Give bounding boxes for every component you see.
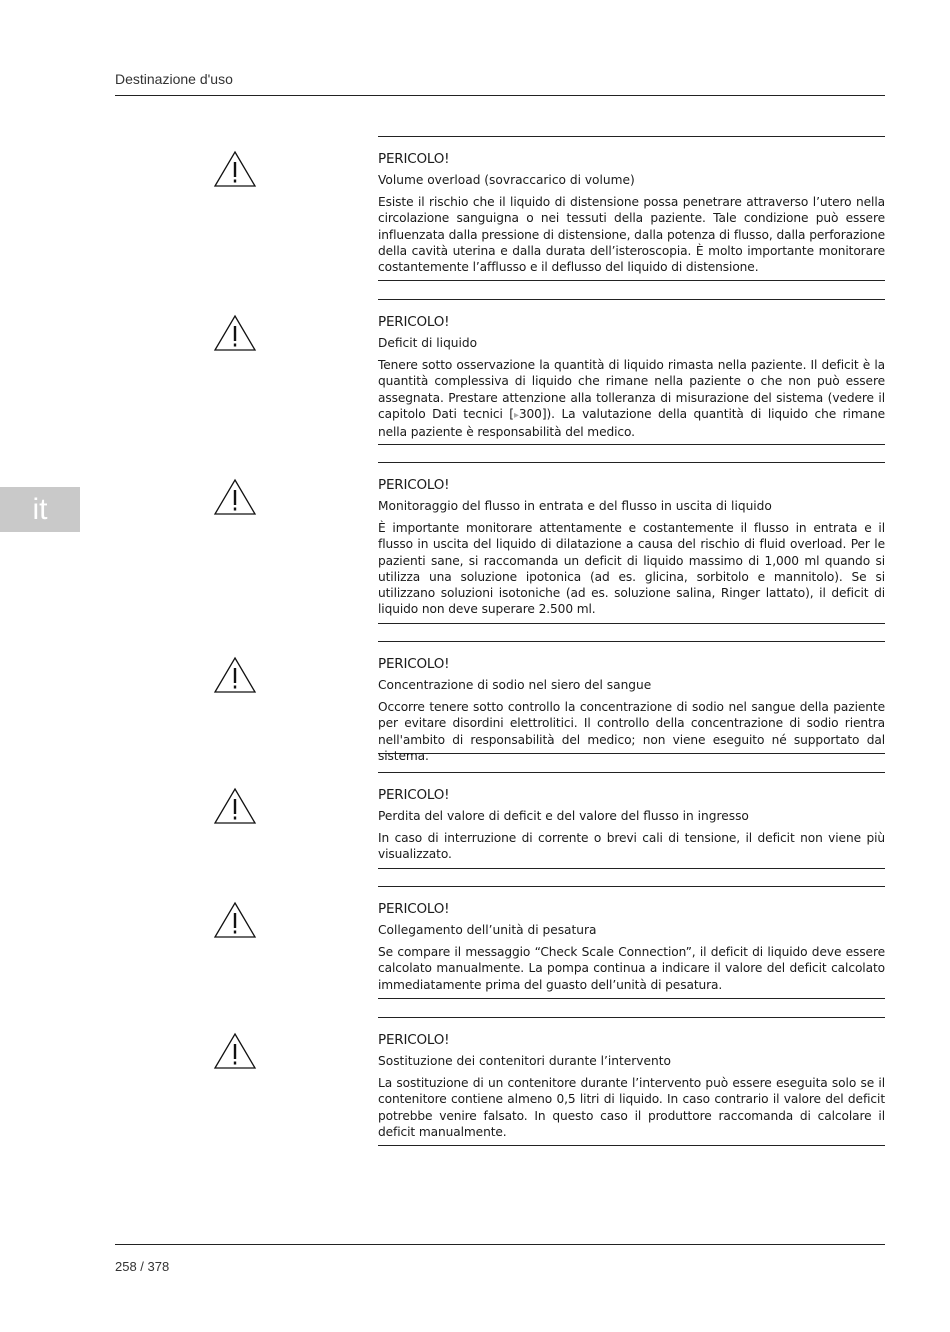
warning-triangle-icon: [213, 478, 257, 516]
warning-title: PERICOLO!: [378, 477, 450, 493]
language-tab: it: [0, 487, 80, 532]
warning-bottom-rule: [378, 623, 885, 624]
warning-body-text: Tenere sotto osservazione la quantità di liquido rimasta nella paziente. Il deficit è la quantità complessiva di liquido che rimane nella paziente o che non può essere assegnata. Prestare attenzione alla tolleranza di misurazione del sistema (vedere il capitolo Dati tecnici [: [378, 358, 885, 421]
warning-title: PERICOLO!: [378, 901, 450, 917]
warning-triangle-icon: [213, 150, 257, 188]
running-header: Destinazione d'uso: [115, 71, 233, 87]
warning-body: Occorre tenere sotto controllo la concentrazione di sodio nel sangue della paziente per evitare disordini elettrolitici. Il controllo della concentrazione di sodio rientra nell'ambito di responsabilità del medico; non viene eseguito né supportato dal sistema.: [378, 700, 885, 763]
warning-body: In caso di interruzione di corrente o brevi cali di tensione, il deficit non viene più visualizzato.: [378, 831, 885, 862]
warning-top-rule: [378, 641, 885, 642]
warning-subtitle: Collegamento dell’unità di pesatura: [378, 923, 597, 937]
warning-title: PERICOLO!: [378, 151, 450, 167]
warning-bottom-rule: [378, 280, 885, 281]
warning-bottom-rule: [378, 1145, 885, 1146]
warning-block: [378, 772, 885, 869]
warning-subtitle: Concentrazione di sodio nel siero del sangue: [378, 678, 652, 692]
footer-divider: [115, 1244, 885, 1245]
warning-block: [378, 299, 885, 445]
warning-subtitle: Monitoraggio del flusso in entrata e del flusso in uscita di liquido: [378, 499, 772, 513]
warning-top-rule: [378, 136, 885, 137]
warning-body: Se compare il messaggio “Check Scale Connection”, il deficit di liquido deve essere calcolato manualmente. La pompa continua a indicare il valore del deficit calcolato immediatamente prima del guasto dell’unità di pesatura.: [378, 945, 885, 992]
warning-triangle-icon: [213, 656, 257, 694]
warning-title: PERICOLO!: [378, 1032, 450, 1048]
warning-title: PERICOLO!: [378, 656, 450, 672]
warning-subtitle: Sostituzione dei contenitori durante l’intervento: [378, 1054, 671, 1068]
warning-block: [378, 1017, 885, 1146]
warning-bottom-rule: [378, 868, 885, 869]
warning-body: È importante monitorare attentamente e costantemente il flusso in entrata e il flusso in uscita del liquido di dilatazione a causa del rischio di fluid overload. Per le pazienti sane, si raccomanda un deficit di liquido massimo di 1,000 ml quando si utilizza una soluzione ipotonica (ad es. glicina, sorbitolo e mannitolo). Se si utilizzano soluzioni isotoniche (ad es. soluzione salina, Ringer lattato), il deficit di liquido non deve superare 2.500 ml.: [378, 521, 885, 617]
warning-triangle-icon: [213, 901, 257, 939]
warning-triangle-icon: [213, 787, 257, 825]
warning-top-rule: [378, 1017, 885, 1018]
warning-title: PERICOLO!: [378, 787, 450, 803]
warning-top-rule: [378, 462, 885, 463]
warning-top-rule: [378, 299, 885, 300]
warning-block: [378, 136, 885, 281]
warning-body: Esiste il rischio che il liquido di distensione possa penetrare attraverso l’utero nella circolazione sanguigna o nei tessuti della paziente. Tale condizione può essere influenzata dalla pressione di distensione, dalla potenza di flusso, dalla perforazione della cavità uterina e dalla durata dell’isteroscopia. È molto importante monitorare costantemente l’afflusso e il deflusso del liquido di distensione.: [378, 195, 885, 275]
warning-body: La sostituzione di un contenitore durante l’intervento può essere eseguita solo se il contenitore contiene almeno 0,5 litri di liquido. In caso contrario il valore del deficit potrebbe venire falsato. In questo caso il produttore raccomanda di calcolare il deficit manualmente.: [378, 1076, 885, 1139]
warning-body: [378, 357, 885, 440]
warning-block: [378, 886, 885, 999]
warning-triangle-icon: [213, 1032, 257, 1070]
warning-top-rule: [378, 772, 885, 773]
warning-block: [378, 641, 885, 763]
page-reference-arrow-icon: ▸: [513, 409, 519, 421]
warning-subtitle: Perdita del valore di deficit e del valore del flusso in ingresso: [378, 809, 749, 823]
warning-title: PERICOLO!: [378, 314, 450, 330]
warning-subtitle: Deficit di liquido: [378, 336, 478, 350]
warning-top-rule: [378, 886, 885, 887]
warning-subtitle: Volume overload (sovraccarico di volume): [378, 173, 635, 187]
warning-bottom-rule: [378, 753, 885, 754]
warning-bottom-rule: [378, 998, 885, 999]
page-reference-link[interactable]: 300: [518, 406, 542, 421]
header-divider: [115, 95, 885, 96]
warning-triangle-icon: [213, 314, 257, 352]
warning-bottom-rule: [378, 444, 885, 445]
warning-block: [378, 462, 885, 624]
warning-body-text: ]). La valutazione della quantità di liquido che rimane nella paziente è responsabilità del medico.: [378, 406, 885, 440]
page-number: 258 / 378: [115, 1259, 170, 1274]
